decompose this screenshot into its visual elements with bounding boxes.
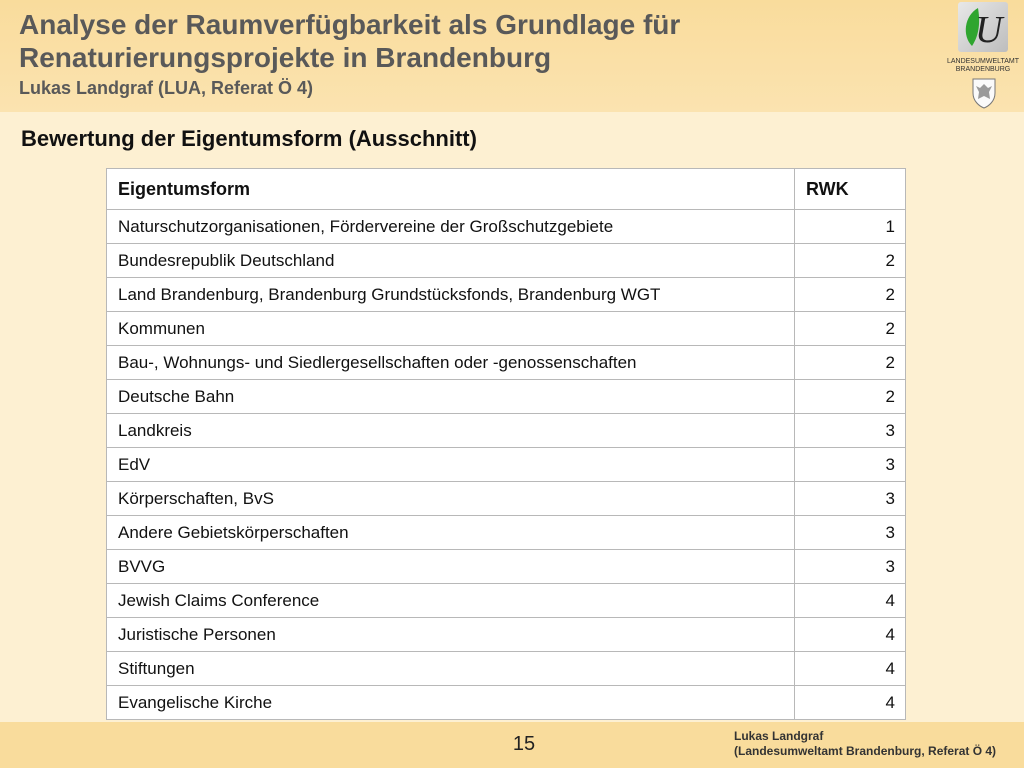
column-header-rwk: RWK xyxy=(795,169,906,210)
table-row xyxy=(107,210,906,244)
ownership-type-cell: Stiftungen xyxy=(107,652,795,686)
rwk-value-cell: 2 xyxy=(795,346,906,380)
logo-org-line2: BRANDENBURG xyxy=(955,66,1011,73)
ownership-type-cell: Landkreis xyxy=(107,414,795,448)
table-row xyxy=(107,346,906,380)
rwk-value-cell: 2 xyxy=(795,244,906,278)
rwk-value-cell: 2 xyxy=(795,312,906,346)
ownership-type-cell: Evangelische Kirche xyxy=(107,686,795,720)
slide-footer xyxy=(0,722,1024,768)
slide-header xyxy=(0,0,1024,112)
table-row xyxy=(107,414,906,448)
table-row xyxy=(107,278,906,312)
rwk-value-cell: 1 xyxy=(795,210,906,244)
leaf-logo-icon xyxy=(958,2,1008,52)
table-row xyxy=(107,448,906,482)
rwk-value-cell: 4 xyxy=(795,584,906,618)
slide-subtitle: Lukas Landgraf (LUA, Referat Ö 4) xyxy=(19,78,314,98)
ownership-type-cell: Andere Gebietskörperschaften xyxy=(107,516,795,550)
ownership-type-cell: Naturschutzorganisationen, Fördervereine der Großschutzgebiete xyxy=(107,210,795,244)
rwk-value-cell: 2 xyxy=(795,278,906,312)
table-row xyxy=(107,652,906,686)
table-row xyxy=(107,584,906,618)
ownership-type-cell: Bau-, Wohnungs- und Siedlergesellschaften oder -genossenschaften xyxy=(107,346,795,380)
rwk-value-cell: 4 xyxy=(795,652,906,686)
section-title: Bewertung der Eigentumsform (Ausschnitt) xyxy=(21,126,477,151)
ownership-table xyxy=(106,168,906,720)
ownership-type-cell: Kommunen xyxy=(107,312,795,346)
ownership-type-cell: Körperschaften, BvS xyxy=(107,482,795,516)
rwk-value-cell: 4 xyxy=(795,686,906,720)
table-row xyxy=(107,618,906,652)
ownership-type-cell: Bundesrepublik Deutschland xyxy=(107,244,795,278)
slide-title: Analyse der Raumverfügbarkeit als Grundlage für Renaturierungsprojekte in Brandenburg xyxy=(19,9,681,73)
table-row xyxy=(107,482,906,516)
footer-author-name: Lukas Landgraf xyxy=(734,729,824,743)
rwk-value-cell: 2 xyxy=(795,380,906,414)
eagle-crest-icon xyxy=(970,77,998,109)
table-row xyxy=(107,516,906,550)
logo-organization-name xyxy=(938,58,1024,74)
rwk-value-cell: 3 xyxy=(795,482,906,516)
landesumweltamt-logo xyxy=(958,2,1008,52)
ownership-type-cell: BVVG xyxy=(107,550,795,584)
rwk-value-cell: 3 xyxy=(795,516,906,550)
rwk-value-cell: 3 xyxy=(795,550,906,584)
table-header-row xyxy=(107,169,906,210)
ownership-type-cell: Juristische Personen xyxy=(107,618,795,652)
ownership-type-cell: EdV xyxy=(107,448,795,482)
column-header-eigentumsform: Eigentumsform xyxy=(107,169,795,210)
rwk-value-cell: 3 xyxy=(795,448,906,482)
rwk-value-cell: 3 xyxy=(795,414,906,448)
table-row xyxy=(107,312,906,346)
footer-author xyxy=(734,729,996,759)
rwk-value-cell: 4 xyxy=(795,618,906,652)
logo-org-line1: LANDESUMWELTAMT xyxy=(946,58,1020,65)
footer-author-affiliation: (Landesumweltamt Brandenburg, Referat Ö 4) xyxy=(734,744,997,758)
table-row xyxy=(107,244,906,278)
ownership-type-cell: Jewish Claims Conference xyxy=(107,584,795,618)
ownership-type-cell: Deutsche Bahn xyxy=(107,380,795,414)
table-row xyxy=(107,380,906,414)
page-number: 15 xyxy=(512,733,536,755)
table-body xyxy=(107,210,906,720)
table-row xyxy=(107,686,906,720)
coat-of-arms xyxy=(970,77,998,114)
table-row xyxy=(107,550,906,584)
ownership-type-cell: Land Brandenburg, Brandenburg Grundstücksfonds, Brandenburg WGT xyxy=(107,278,795,312)
logo-letter: U xyxy=(975,9,1003,51)
